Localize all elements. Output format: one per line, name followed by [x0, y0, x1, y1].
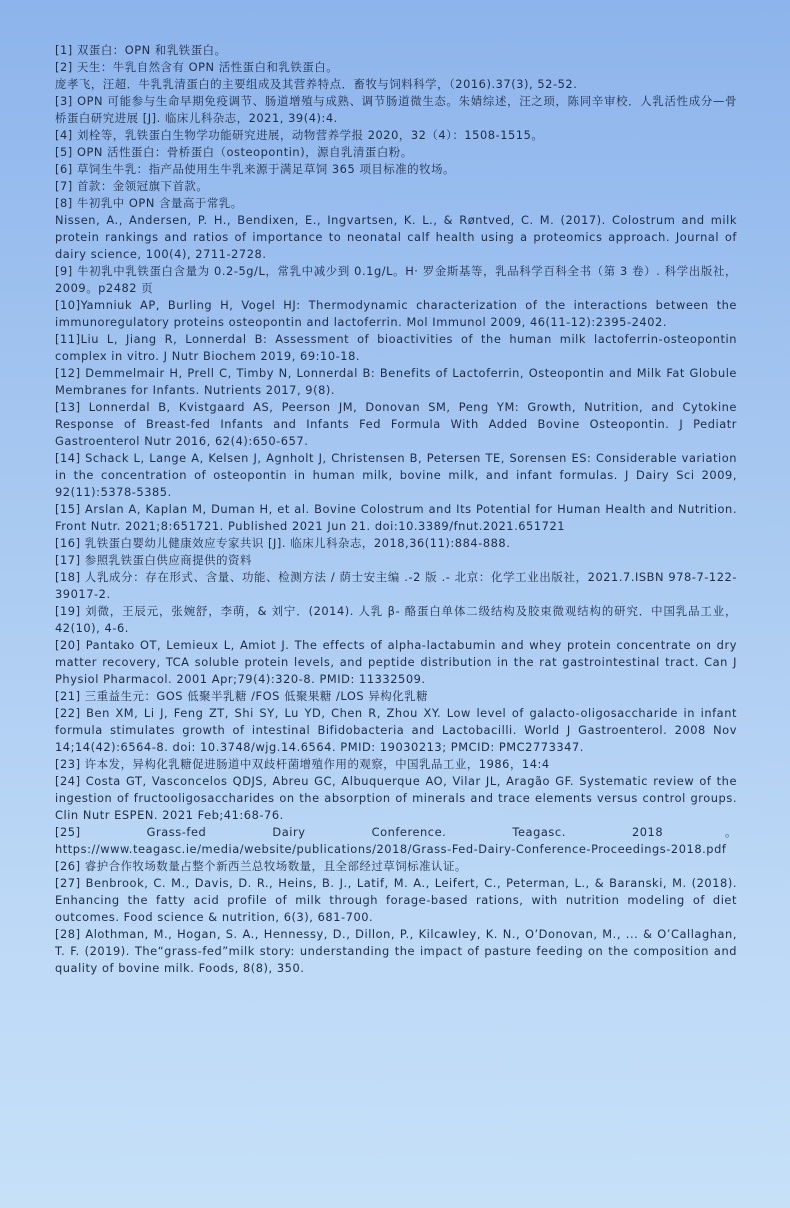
reference-item-12: [12] Demmelmair H, Prell C, Timby N, Lonnerdal B: Benefits of Lactoferrin, Osteopontin and Milk Fat Globule Membranes for Infants. Nutrients 2017, 9(8).: [55, 366, 737, 397]
reference-item-10: [10]Yamniuk AP, Burling H, Vogel HJ: Thermodynamic characterization of the interactions between the immunoregulatory proteins osteopontin and lactoferrin. Mol Immunol 2009, 46(11-12):2395-2402.: [55, 298, 737, 329]
reference-item-23: [23] 许本发，异构化乳糖促进肠道中双歧杆菌增殖作用的观察，中国乳品工业，1986，14:4: [55, 757, 550, 771]
reference-item-20: [20] Pantako OT, Lemieux L, Amiot J. The effects of alpha-lactabumin and whey protein concentrate on dry matter recovery, TCA soluble protein levels, and peptide distribution in the rat gastrointestinal tract. Can J Physiol Pharmacol. 2001 Apr;79(4):320-8. PMID: 11332509.: [55, 638, 737, 686]
reference-item-1: [1] 双蛋白：OPN 和乳铁蛋白。: [55, 43, 227, 57]
reference-list: [55, 42, 737, 977]
reference-item-24: [24] Costa GT, Vasconcelos QDJS, Abreu GC, Albuquerque AO, Vilar JL, Aragão GF. Systematic review of the ingestion of fructooligosaccharides on the absorption of minerals and trace elements versus control groups. Clin Nutr ESPEN. 2021 Feb;41:68-76.: [55, 774, 737, 822]
reference-item-17: [17] 参照乳铁蛋白供应商提供的资料: [55, 553, 252, 567]
reference-item-28: [28] Alothman, M., Hogan, S. A., Hennessy, D., Dillon, P., Kilcawley, K. N., O’Donovan, M., ... & O’Callaghan, T. F. (2019). The“grass-fed”milk story: understanding the impact of pasture feeding on the composition and quality of bovine milk. Foods, 8(8), 350.: [55, 927, 737, 975]
reference-item-14: [14] Schack L, Lange A, Kelsen J, Agnholt J, Christensen B, Petersen TE, Sorensen ES: Considerable variation in the concentration of osteopontin in human milk, bovine milk, and infant formulas. J Dairy Sci 2009, 92(11):5378-5385.: [55, 451, 737, 499]
reference-item-8-source: Nissen, A., Andersen, P. H., Bendixen, E., Ingvartsen, K. L., & Røntved, C. M. (2017). Colostrum and milk protein rankings and ratios of importance to neonatal calf health using a proteomics approach. Journal of dairy science, 100(4), 2711-2728.: [55, 213, 737, 261]
reference-item-22: [22] Ben XM, Li J, Feng ZT, Shi SY, Lu YD, Chen R, Zhou XY. Low level of galacto-oligosaccharide in infant formula stimulates growth of intestinal Bifidobacteria and Lactobacilli. World J Gastroenterol. 2008 Nov 14;14(42):6564-8. doi: 10.3748/wjg.14.6564. PMID: 19030213; PMCID: PMC2773347.: [55, 706, 737, 754]
reference-item-4: [4] 刘栓等，乳铁蛋白生物学功能研究进展，动物营养学报 2020，32（4）：1508-1515。: [55, 128, 544, 142]
reference-item-21: [21] 三重益生元：GOS 低聚半乳糖 /FOS 低聚果糖 /LOS 异构化乳糖: [55, 689, 429, 703]
reference-item-2: [2] 天生：牛乳自然含有 OPN 活性蛋白和乳铁蛋白。: [55, 60, 339, 74]
reference-item-18: [18] 人乳成分：存在形式、含量、功能、检测方法 / 荫士安主编 .-2 版 .- 北京：化学工业出版社，2021.7.ISBN 978-7-122-39017-2.: [55, 570, 737, 601]
reference-item-26: [26] 睿护合作牧场数量占整个新西兰总牧场数量，且全部经过草饲标准认证。: [55, 859, 467, 873]
reference-item-8: [8] 牛初乳中 OPN 含量高于常乳。: [55, 196, 243, 210]
reference-item-13: [13] Lonnerdal B, Kvistgaard AS, Peerson JM, Donovan SM, Peng YM: Growth, Nutrition, and Cytokine Response of Breast-fed Infants and Infants Fed Formula With Added Bovine Osteopontin. J Pediatr Gastroenterol Nutr 2016, 62(4):650-657.: [55, 400, 737, 448]
reference-item-27: [27] Benbrook, C. M., Davis, D. R., Heins, B. J., Latif, M. A., Leifert, C., Peterman, L., & Baranski, M. (2018). Enhancing the fatty acid profile of milk through forage‐based rations, with nutrition modeling of diet outcomes. Food science & nutrition, 6(3), 681-700.: [55, 876, 737, 924]
reference-item-2-source: 庞孝飞，汪超．牛乳乳清蛋白的主要组成及其营养特点．畜牧与饲料科学，（2016).37(3), 52-52.: [55, 77, 578, 91]
reference-item-16: [16] 乳铁蛋白婴幼儿健康效应专家共识 [J]. 临床儿科杂志，2018,36(11):884-888.: [55, 536, 511, 550]
reference-item-11: [11]Liu L, Jiang R, Lonnerdal B: Assessment of bioactivities of the human milk lactoferrin-osteopontin complex in vitro. J Nutr Biochem 2019, 69:10-18.: [55, 332, 737, 363]
reference-item-6: [6] 草饲生牛乳：指产品使用生牛乳来源于满足草饲 365 项目标准的牧场。: [55, 162, 455, 176]
reference-item-15: [15] Arslan A, Kaplan M, Duman H, et al. Bovine Colostrum and Its Potential for Human Health and Nutrition. Front Nutr. 2021;8:651721. Published 2021 Jun 21. doi:10.3389/fnut.2021.651721: [55, 502, 737, 533]
reference-item-5: [5] OPN 活性蛋白：骨桥蛋白（osteopontin)，源自乳清蛋白粉。: [55, 145, 413, 159]
reference-item-3: [3] OPN 可能参与生命早期免疫调节、肠道增殖与成熟、调节肠道微生态。朱婧综述，汪之顼，陈同辛审校．人乳活性成分—骨桥蛋白研究进展 [J]. 临床儿科杂志，2021, 39(4):4.: [55, 94, 737, 125]
reference-item-19: [19] 刘微，王辰元，张婉舒，李萌，& 刘宁．(2014). 人乳 β- 酪蛋白单体二级结构及胶束微观结构的研究．中国乳品工业，42(10), 4-6.: [55, 604, 737, 635]
reference-item-25: [25] Grass-fed Dairy Conference. Teagasc. 2018。https://www.teagasc.ie/media/website/publications/2018/Grass-Fed-Dairy-Conference-Proceedings-2018.pdf: [55, 825, 737, 856]
reference-item-9: [9] 牛初乳中乳铁蛋白含量为 0.2-5g/L，常乳中减少到 0.1g/L。H· 罗金斯基等，乳品科学百科全书（第 3 卷）. 科学出版社，2009。p2482 页: [55, 264, 737, 295]
reference-item-7: [7] 首款：金领冠旗下首款。: [55, 179, 209, 193]
